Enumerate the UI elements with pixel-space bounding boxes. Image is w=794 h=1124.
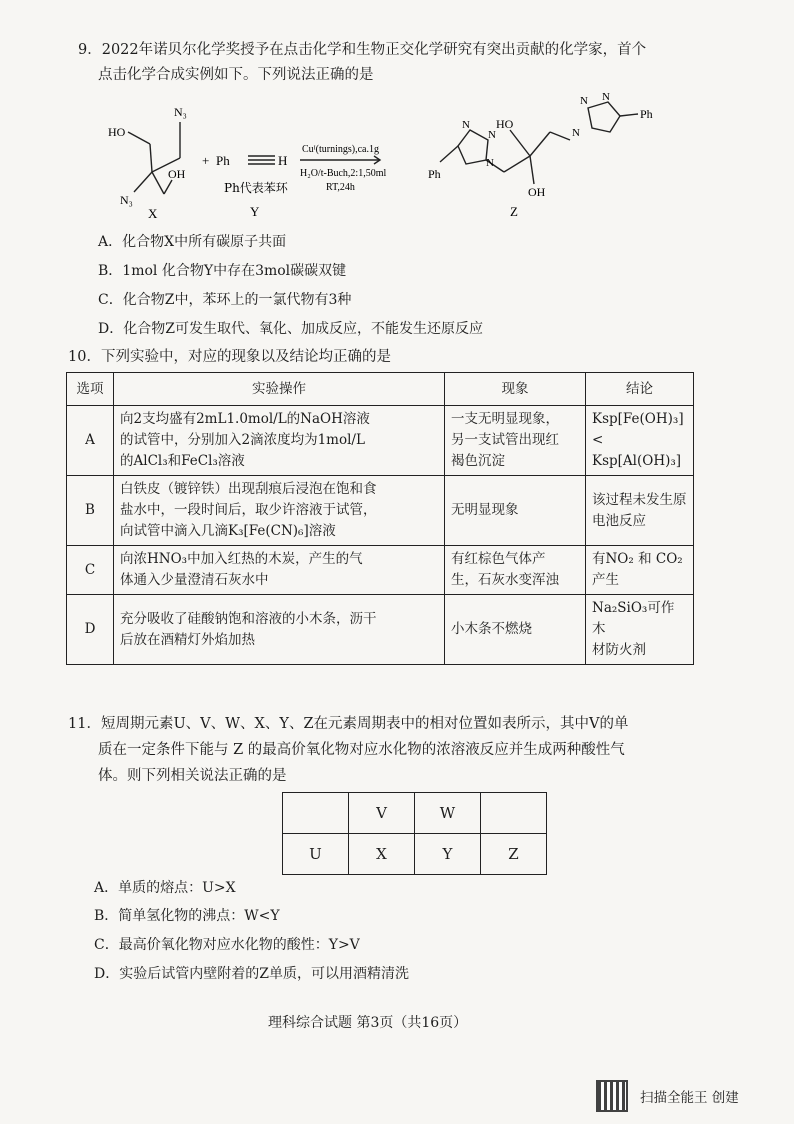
pt-cell-x: X	[349, 834, 415, 875]
q10-stem: 10．下列实验中，对应的现象以及结论均正确的是	[68, 349, 391, 365]
row-c-option: C	[67, 546, 114, 595]
reaction-scheme	[90, 92, 710, 230]
z-oh: OH	[528, 185, 546, 199]
pt-cell-u: U	[283, 834, 349, 875]
row-d-phenomenon: 小木条不燃烧	[445, 595, 586, 665]
row-a-operation: 向2支均盛有2mL1.0mol/L的NaOH溶液 的试管中，分别加入2滴浓度均为1mol/L 的AlCl₃和FeCl₃溶液	[114, 406, 445, 476]
row-b-phenomenon: 无明显现象	[445, 476, 586, 546]
table-row	[283, 834, 547, 875]
q9-stem-line1: 9．2022年诺贝尔化学奖授予在点击化学和生物正交化学研究有突出贡献的化学家，首个	[78, 42, 647, 58]
ph-note: Ph代表苯环	[224, 181, 288, 195]
z-ho: HO	[496, 117, 514, 131]
condition-catalyst: Cuᴵ(turnings),ca.1g	[302, 144, 379, 155]
z-n-5: N	[602, 92, 610, 103]
x-oh: OH	[168, 167, 186, 181]
z-label: Z	[510, 204, 518, 219]
pt-cell-w: W	[415, 793, 481, 834]
table-row	[67, 546, 694, 595]
z-ph-left: Ph	[428, 167, 441, 181]
q11-stem-line3: 体。则下列相关说法正确的是	[98, 768, 287, 784]
scanner-watermark: 扫描全能王 创建	[640, 1090, 739, 1106]
q11-option-a[interactable]: A．单质的熔点：U>X	[94, 880, 236, 896]
row-c-conclusion: 有NO₂ 和 CO₂ 产生	[586, 546, 694, 595]
x-ho: HO	[108, 125, 126, 139]
q10-number: 10．	[68, 349, 101, 365]
z-n-4: N	[580, 95, 588, 107]
pt-cell-z: Z	[481, 834, 547, 875]
q11-stem-line2: 质在一定条件下能与 Z 的最高价氧化物对应水化物的浓溶液反应并生成两种酸性气	[98, 742, 625, 758]
q9-option-c[interactable]: C．化合物Z中，苯环上的一氯代物有3种	[98, 292, 352, 308]
table-row	[67, 595, 694, 665]
table-row	[67, 406, 694, 476]
header-phenomenon: 现象	[445, 373, 586, 406]
q9-stem-line2: 点击化学合成实例如下。下列说法正确的是	[98, 67, 374, 83]
reaction-scheme-svg	[90, 92, 710, 230]
row-b-operation: 白铁皮（镀锌铁）出现刮痕后浸泡在饱和食 盐水中，一段时间后，取少许溶液于试管， 向试管中滴入几滴K₃[Fe(CN)₆]溶液	[114, 476, 445, 546]
periodic-table	[282, 792, 547, 875]
pt-cell	[283, 793, 349, 834]
experiment-table	[66, 372, 694, 665]
z-ph-right: Ph	[640, 107, 653, 121]
condition-time: RT,24h	[326, 182, 355, 193]
condition-solvent: H₂O/t-Buch,2:1,50ml	[300, 168, 387, 179]
x-label: X	[148, 206, 158, 221]
q9-option-d[interactable]: D．化合物Z可发生取代、氧化、加成反应，不能发生还原反应	[98, 321, 483, 337]
z-n-2: N	[488, 129, 496, 141]
plus-sign: +	[202, 153, 210, 168]
row-b-option: B	[67, 476, 114, 546]
row-a-phenomenon: 一支无明显现象， 另一支试管出现红 褐色沉淀	[445, 406, 586, 476]
q11-number: 11．	[68, 716, 101, 732]
q11-option-c[interactable]: C．最高价氧化物对应水化物的酸性：Y>V	[94, 937, 360, 953]
page-footer: 理科综合试题 第3页（共16页）	[268, 1015, 468, 1031]
table-row	[283, 793, 547, 834]
qr-code-icon	[596, 1080, 628, 1112]
pt-cell	[481, 793, 547, 834]
q9-number: 9．	[78, 42, 102, 58]
x-n3-bottom: N₃	[120, 193, 133, 207]
header-operation: 实验操作	[114, 373, 445, 406]
x-n3-top: N₃	[174, 105, 187, 119]
q11-option-b[interactable]: B．简单氢化物的沸点：W<Y	[94, 908, 280, 924]
row-d-option: D	[67, 595, 114, 665]
row-a-option: A	[67, 406, 114, 476]
q11-option-d[interactable]: D．实验后试管内壁附着的Z单质，可以用酒精清洗	[94, 966, 409, 982]
header-conclusion: 结论	[586, 373, 694, 406]
table-header-row	[67, 373, 694, 406]
row-c-operation: 向浓HNO₃中加入红热的木炭，产生的气 体通入少量澄清石灰水中	[114, 546, 445, 595]
table-row	[67, 476, 694, 546]
row-d-conclusion: Na₂SiO₃可作木 材防火剂	[586, 595, 694, 665]
q9-option-a[interactable]: A．化合物X中所有碳原子共面	[98, 234, 287, 250]
header-option: 选项	[67, 373, 114, 406]
y-h: H	[278, 153, 288, 168]
pt-cell-v: V	[349, 793, 415, 834]
z-n-1: N	[462, 119, 470, 131]
row-b-conclusion: 该过程未发生原 电池反应	[586, 476, 694, 546]
z-n-6: N	[572, 127, 580, 139]
y-ph: Ph	[216, 153, 230, 168]
pt-cell-y: Y	[415, 834, 481, 875]
q11-stem-line1: 11．短周期元素U、V、W、X、Y、Z在元素周期表中的相对位置如表所示，其中V的单	[68, 716, 629, 732]
row-d-operation: 充分吸收了硅酸钠饱和溶液的小木条，沥干 后放在酒精灯外焰加热	[114, 595, 445, 665]
y-label: Y	[250, 204, 260, 219]
q9-option-b[interactable]: B．1mol 化合物Y中存在3mol碳碳双键	[98, 263, 347, 279]
row-a-conclusion: Ksp[Fe(OH)₃]< Ksp[Al(OH)₃]	[586, 406, 694, 476]
row-c-phenomenon: 有红棕色气体产 生，石灰水变浑浊	[445, 546, 586, 595]
z-n-3: N	[486, 157, 494, 169]
